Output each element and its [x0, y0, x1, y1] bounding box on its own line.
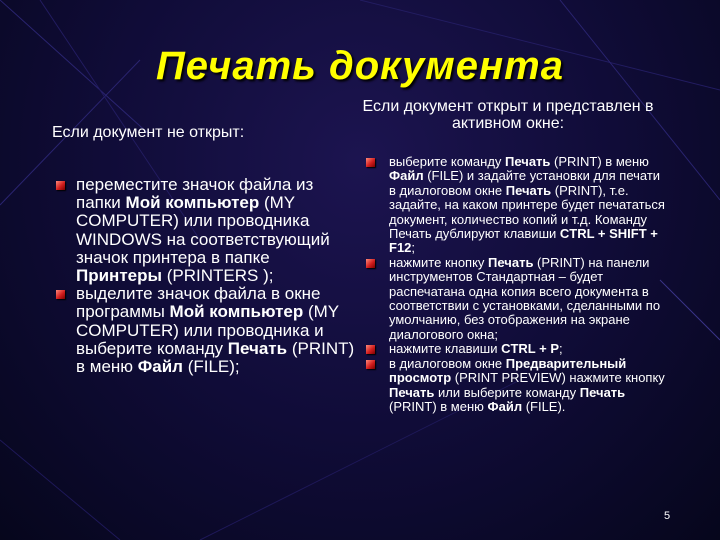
- text-run: (PRINT) на панели инструментов Стандартная – будет распечатана одна копия всего документа в соответствии с установками, сделанными по умолчанию, без отображения на экране диалогового окна;: [389, 254, 661, 342]
- text-run: ;: [559, 341, 563, 357]
- bold-text-run: Предварительный просмотр: [389, 355, 627, 386]
- text-run: (MY COMPUTER) или проводника WINDOWS на соответствующий значок принтера в папке: [76, 193, 330, 267]
- right-column-heading: Если документ открыт и представлен в активном окне:: [362, 98, 654, 132]
- bold-text-run: Мой компьютер: [169, 302, 304, 322]
- text-run: выделите значок файла в окне программы: [76, 284, 321, 322]
- bold-text-run: Печать: [579, 384, 626, 400]
- text-run: (FILE);: [182, 357, 240, 377]
- text-run: нажмите кнопку: [389, 254, 489, 270]
- bold-text-run: Мой компьютер: [125, 193, 260, 213]
- red-square-bullet-icon: [366, 259, 375, 268]
- right-list-item: [366, 155, 666, 256]
- bold-text-run: Печать: [227, 338, 288, 358]
- right-bullet-list: [366, 155, 666, 414]
- text-run: переместите значок файла из папки: [76, 175, 314, 213]
- left-list-item: [56, 285, 356, 376]
- text-run: или выберите команду: [434, 384, 580, 400]
- bold-text-run: Принтеры: [76, 266, 163, 286]
- page-number: 5: [664, 510, 671, 522]
- bold-text-run: CTRL + P: [501, 341, 559, 357]
- red-square-bullet-icon: [56, 181, 65, 190]
- left-bullet-list: [56, 176, 356, 376]
- red-square-bullet-icon: [366, 360, 375, 369]
- bold-text-run: Печать: [389, 384, 435, 400]
- text-run: (PRINTERS );: [162, 266, 274, 286]
- text-run: выберите команду: [389, 154, 506, 169]
- right-list-item: [366, 256, 666, 342]
- red-square-bullet-icon: [366, 345, 375, 354]
- bold-text-run: Печать: [488, 254, 534, 270]
- bold-text-run: CTRL + SHIFT + F12: [389, 226, 658, 256]
- text-run: (PRINT) в меню: [550, 154, 649, 169]
- text-run: в диалоговом окне: [389, 355, 506, 371]
- text-run: (PRINT PREVIEW) нажмите кнопку: [451, 370, 665, 386]
- bold-text-run: Файл: [389, 168, 424, 184]
- text-run: (FILE) и задайте установки для печати в диалоговом окне: [389, 168, 661, 198]
- right-list-item: [366, 342, 666, 356]
- text-run: нажмите клавиши: [389, 341, 502, 357]
- bold-text-run: Печать: [505, 154, 551, 169]
- bold-text-run: Печать: [505, 182, 552, 198]
- bold-text-run: Файл: [137, 357, 183, 377]
- text-run: (PRINT), т.е. задайте, на каком принтере будет печататься документ, количество копий и т.д. Команду Печать дублируют клавиши: [389, 182, 665, 242]
- text-run: ;: [411, 240, 416, 256]
- text-run: (MY COMPUTER) или проводника и выберите команду: [76, 302, 339, 358]
- text-run: (PRINT) в меню: [76, 338, 355, 377]
- red-square-bullet-icon: [56, 290, 65, 299]
- right-list-item: [366, 357, 666, 415]
- slide-title: Печать документа: [156, 44, 564, 88]
- red-square-bullet-icon: [366, 158, 375, 167]
- text-run: (PRINT) в меню: [389, 398, 488, 414]
- bold-text-run: Файл: [487, 398, 523, 414]
- left-list-item: [56, 176, 356, 285]
- left-column-heading: Если документ не открыт:: [52, 124, 245, 141]
- text-run: (FILE).: [522, 398, 566, 414]
